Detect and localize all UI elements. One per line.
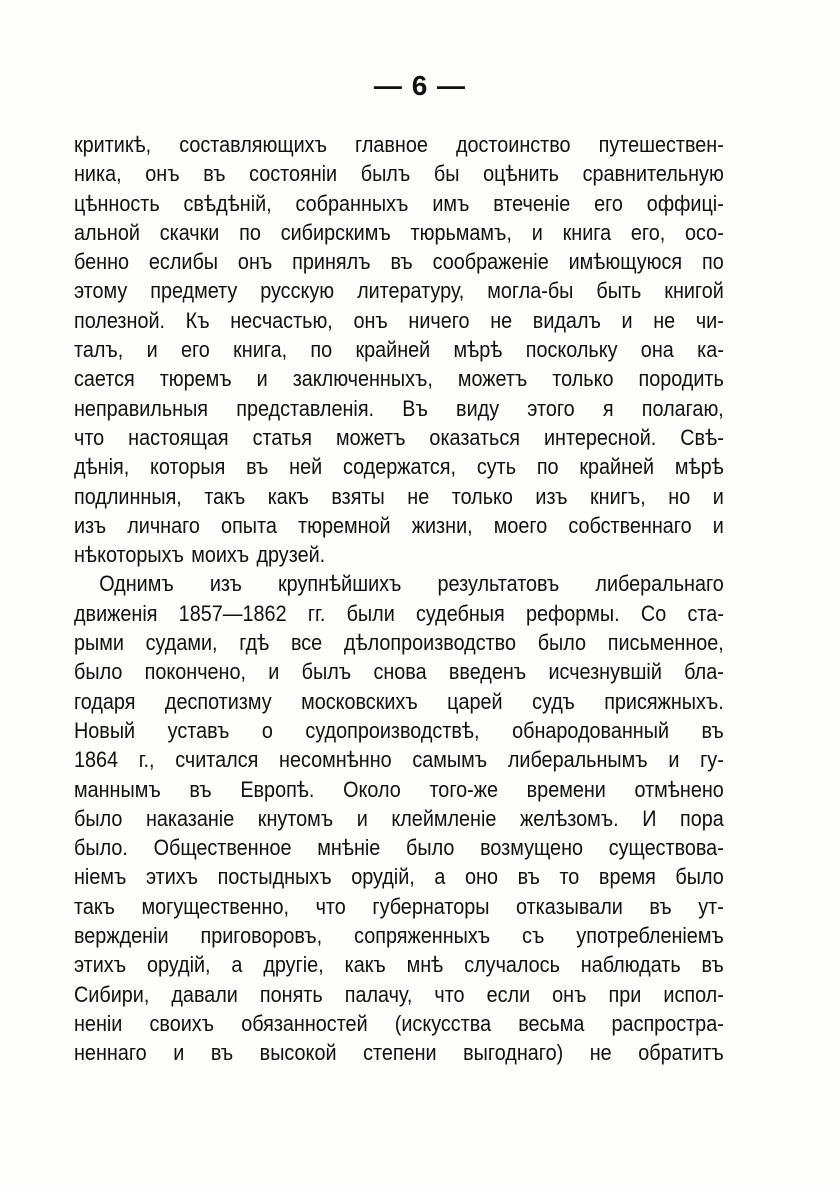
paragraph-2	[74, 569, 724, 1067]
text-line: такъ могущественно, что губернаторы отказывали въ ут-	[74, 893, 724, 919]
paragraph-1	[74, 130, 724, 569]
text-line: этому предмету русскую литературу, могла-бы быть книгой	[74, 278, 724, 304]
text-line: было наказаніе кнутомъ и клеймленіе желѣзомъ. И пора	[74, 805, 724, 831]
text-line: талъ, и его книга, по крайней мѣрѣ поскольку она ка-	[74, 337, 724, 363]
text-line: что настоящая статья можетъ оказаться интересной. Свѣ-	[74, 424, 724, 450]
text-line: дѣнія, которыя въ ней содержатся, суть по крайней мѣрѣ	[74, 454, 724, 480]
page-number: — 6 —	[373, 70, 467, 101]
text-line: вержденіи приговоровъ, сопряженныхъ съ употребленіемъ	[74, 923, 724, 949]
text-line: 1864 г., считался несомнѣнно самымъ либеральнымъ и гу-	[74, 747, 724, 773]
text-line: было. Общественное мнѣніе было возмущено существова-	[74, 835, 724, 861]
text-line: Новый уставъ о судопроизводствѣ, обнародованный въ	[74, 717, 724, 743]
text-line: ніемъ этихъ постыдныхъ орудій, а оно въ то время было	[74, 864, 724, 890]
text-line: нѣкоторыхъ моихъ друзей.	[74, 542, 326, 568]
text-line: маннымъ въ Европѣ. Около того-же времени отмѣнено	[74, 776, 724, 802]
text-line: ника, онъ въ состояніи былъ бы оцѣнить сравнительную	[74, 161, 724, 187]
text-line: Сибири, давали понять палачу, что если онъ при испол-	[74, 981, 724, 1007]
text-line: полезной. Къ несчастью, онъ ничего не видалъ и не чи-	[74, 307, 724, 333]
line-text: критикѣ, составляющихъ главное достоинство путешествен-	[74, 132, 724, 157]
text-line: подлинныя, такъ какъ взяты не только изъ книгъ, но и	[74, 483, 724, 509]
text-line: бенно еслибы онъ принялъ въ соображеніе имѣющуюся по	[74, 249, 724, 275]
text-line: рыми судами, гдѣ все дѣлопроизводство было письменное,	[74, 630, 724, 656]
text-line: неніи своихъ обязанностей (искусства весьма распростра-	[74, 1010, 724, 1036]
text-line: цѣнность свѣдѣній, собранныхъ имъ втеченіе его оффиці-	[74, 190, 724, 216]
text-line: этихъ орудій, а другіе, какъ мнѣ случалось наблюдать въ	[74, 952, 724, 978]
text-line: движенія 1857—1862 гг. были судебныя реформы. Со ста-	[74, 600, 724, 626]
text-line: альной скачки по сибирскимъ тюрьмамъ, и книга его, осо-	[74, 219, 724, 245]
text-line: неправильныя представленія. Въ виду этого я полагаю,	[74, 395, 724, 421]
text-line: неннаго и въ высокой степени выгоднаго) не обратитъ	[74, 1040, 724, 1066]
text-line: Однимъ изъ крупнѣйшихъ результатовъ либеральнаго	[99, 571, 724, 597]
text-line: годаря деспотизму московскихъ царей судъ присяжныхъ.	[74, 688, 724, 714]
text-line: изъ личнаго опыта тюремной жизни, моего собственнаго и	[74, 512, 724, 538]
text-line: было покончено, и былъ снова введенъ исчезнувшій бла-	[74, 659, 724, 685]
body-text	[74, 130, 724, 1068]
text-line	[74, 130, 724, 159]
text-line: сается тюремъ и заключенныхъ, можетъ только породить	[74, 366, 724, 392]
